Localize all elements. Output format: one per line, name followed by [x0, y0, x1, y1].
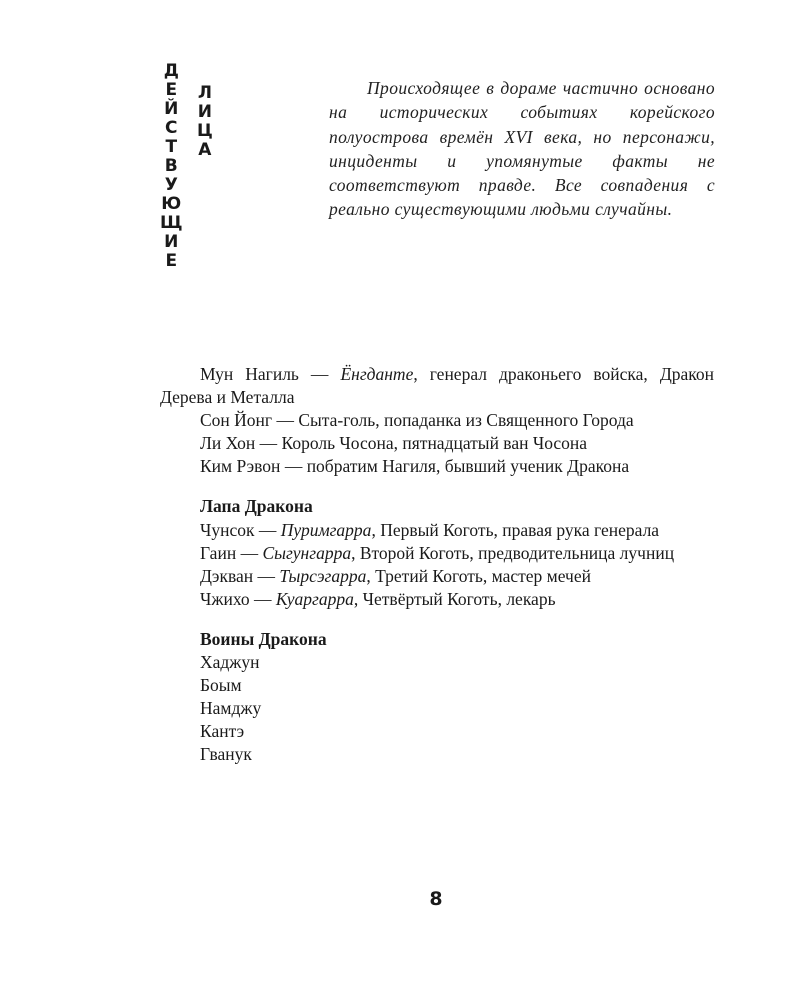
title-letter: А [198, 140, 212, 160]
title-letter: Д [163, 61, 179, 81]
title-letter: Ю [161, 194, 182, 214]
title-letter: Й [164, 99, 179, 119]
title-letter: Ц [197, 121, 213, 141]
character-entry: Чунсок — Пуримгарра, Первый Коготь, правая рука генерала [200, 519, 660, 540]
character-entry: Мун Нагиль — Ёнгданте, генерал драконьего войска, Дракон Дерева и Металла [160, 364, 715, 408]
title-word-1 [160, 62, 183, 271]
page-number: 8 [429, 888, 443, 910]
title-letter: Е [165, 251, 178, 271]
character-entry: Чжихо — Куаргарра, Четвёртый Коготь, лекарь [200, 588, 556, 609]
title-letter: Е [165, 80, 178, 100]
section-heading-warriors: Воины Дракона [200, 628, 327, 649]
title-letter: И [197, 102, 212, 122]
warrior-name: Намджу [200, 698, 262, 719]
warrior-name: Кантэ [200, 721, 245, 742]
character-entry: Дэкван — Тырсэгарра, Третий Коготь, мастер мечей [200, 565, 591, 586]
disclaimer-note [329, 76, 715, 222]
warrior-name: Гванук [200, 744, 252, 765]
disclaimer-text: Происходящее в дораме частично основано на исторических событиях корейского полуострова времён XVI века, но персонажи, инциденты и упомянутые факты не соответствуют правде. Все совпадения с реально существующими людьми случайны. [329, 78, 715, 220]
warrior-name: Хаджун [200, 652, 260, 673]
title-letter: В [164, 156, 178, 176]
section-heading-paw: Лапа Дракона [200, 496, 313, 517]
title-letter: Щ [160, 213, 183, 233]
title-letter: И [164, 232, 179, 252]
character-entry: Сон Йонг — Сыта-голь, попаданка из Священного Города [200, 410, 634, 431]
title-letter: С [165, 118, 178, 138]
title-word-2 [197, 84, 213, 160]
title-letter: Л [197, 83, 212, 103]
character-list [160, 363, 714, 767]
warrior-name: Боым [200, 675, 242, 696]
character-entry: Гаин — Сыгунгарра, Второй Коготь, предводительница лучниц [200, 542, 675, 563]
character-entry: Ким Рэвон — побратим Нагиля, бывший ученик Дракона [200, 456, 630, 477]
title-letter: У [164, 175, 178, 195]
character-entry: Ли Хон — Король Чосона, пятнадцатый ван Чосона [200, 433, 588, 454]
title-letter: Т [165, 137, 178, 157]
